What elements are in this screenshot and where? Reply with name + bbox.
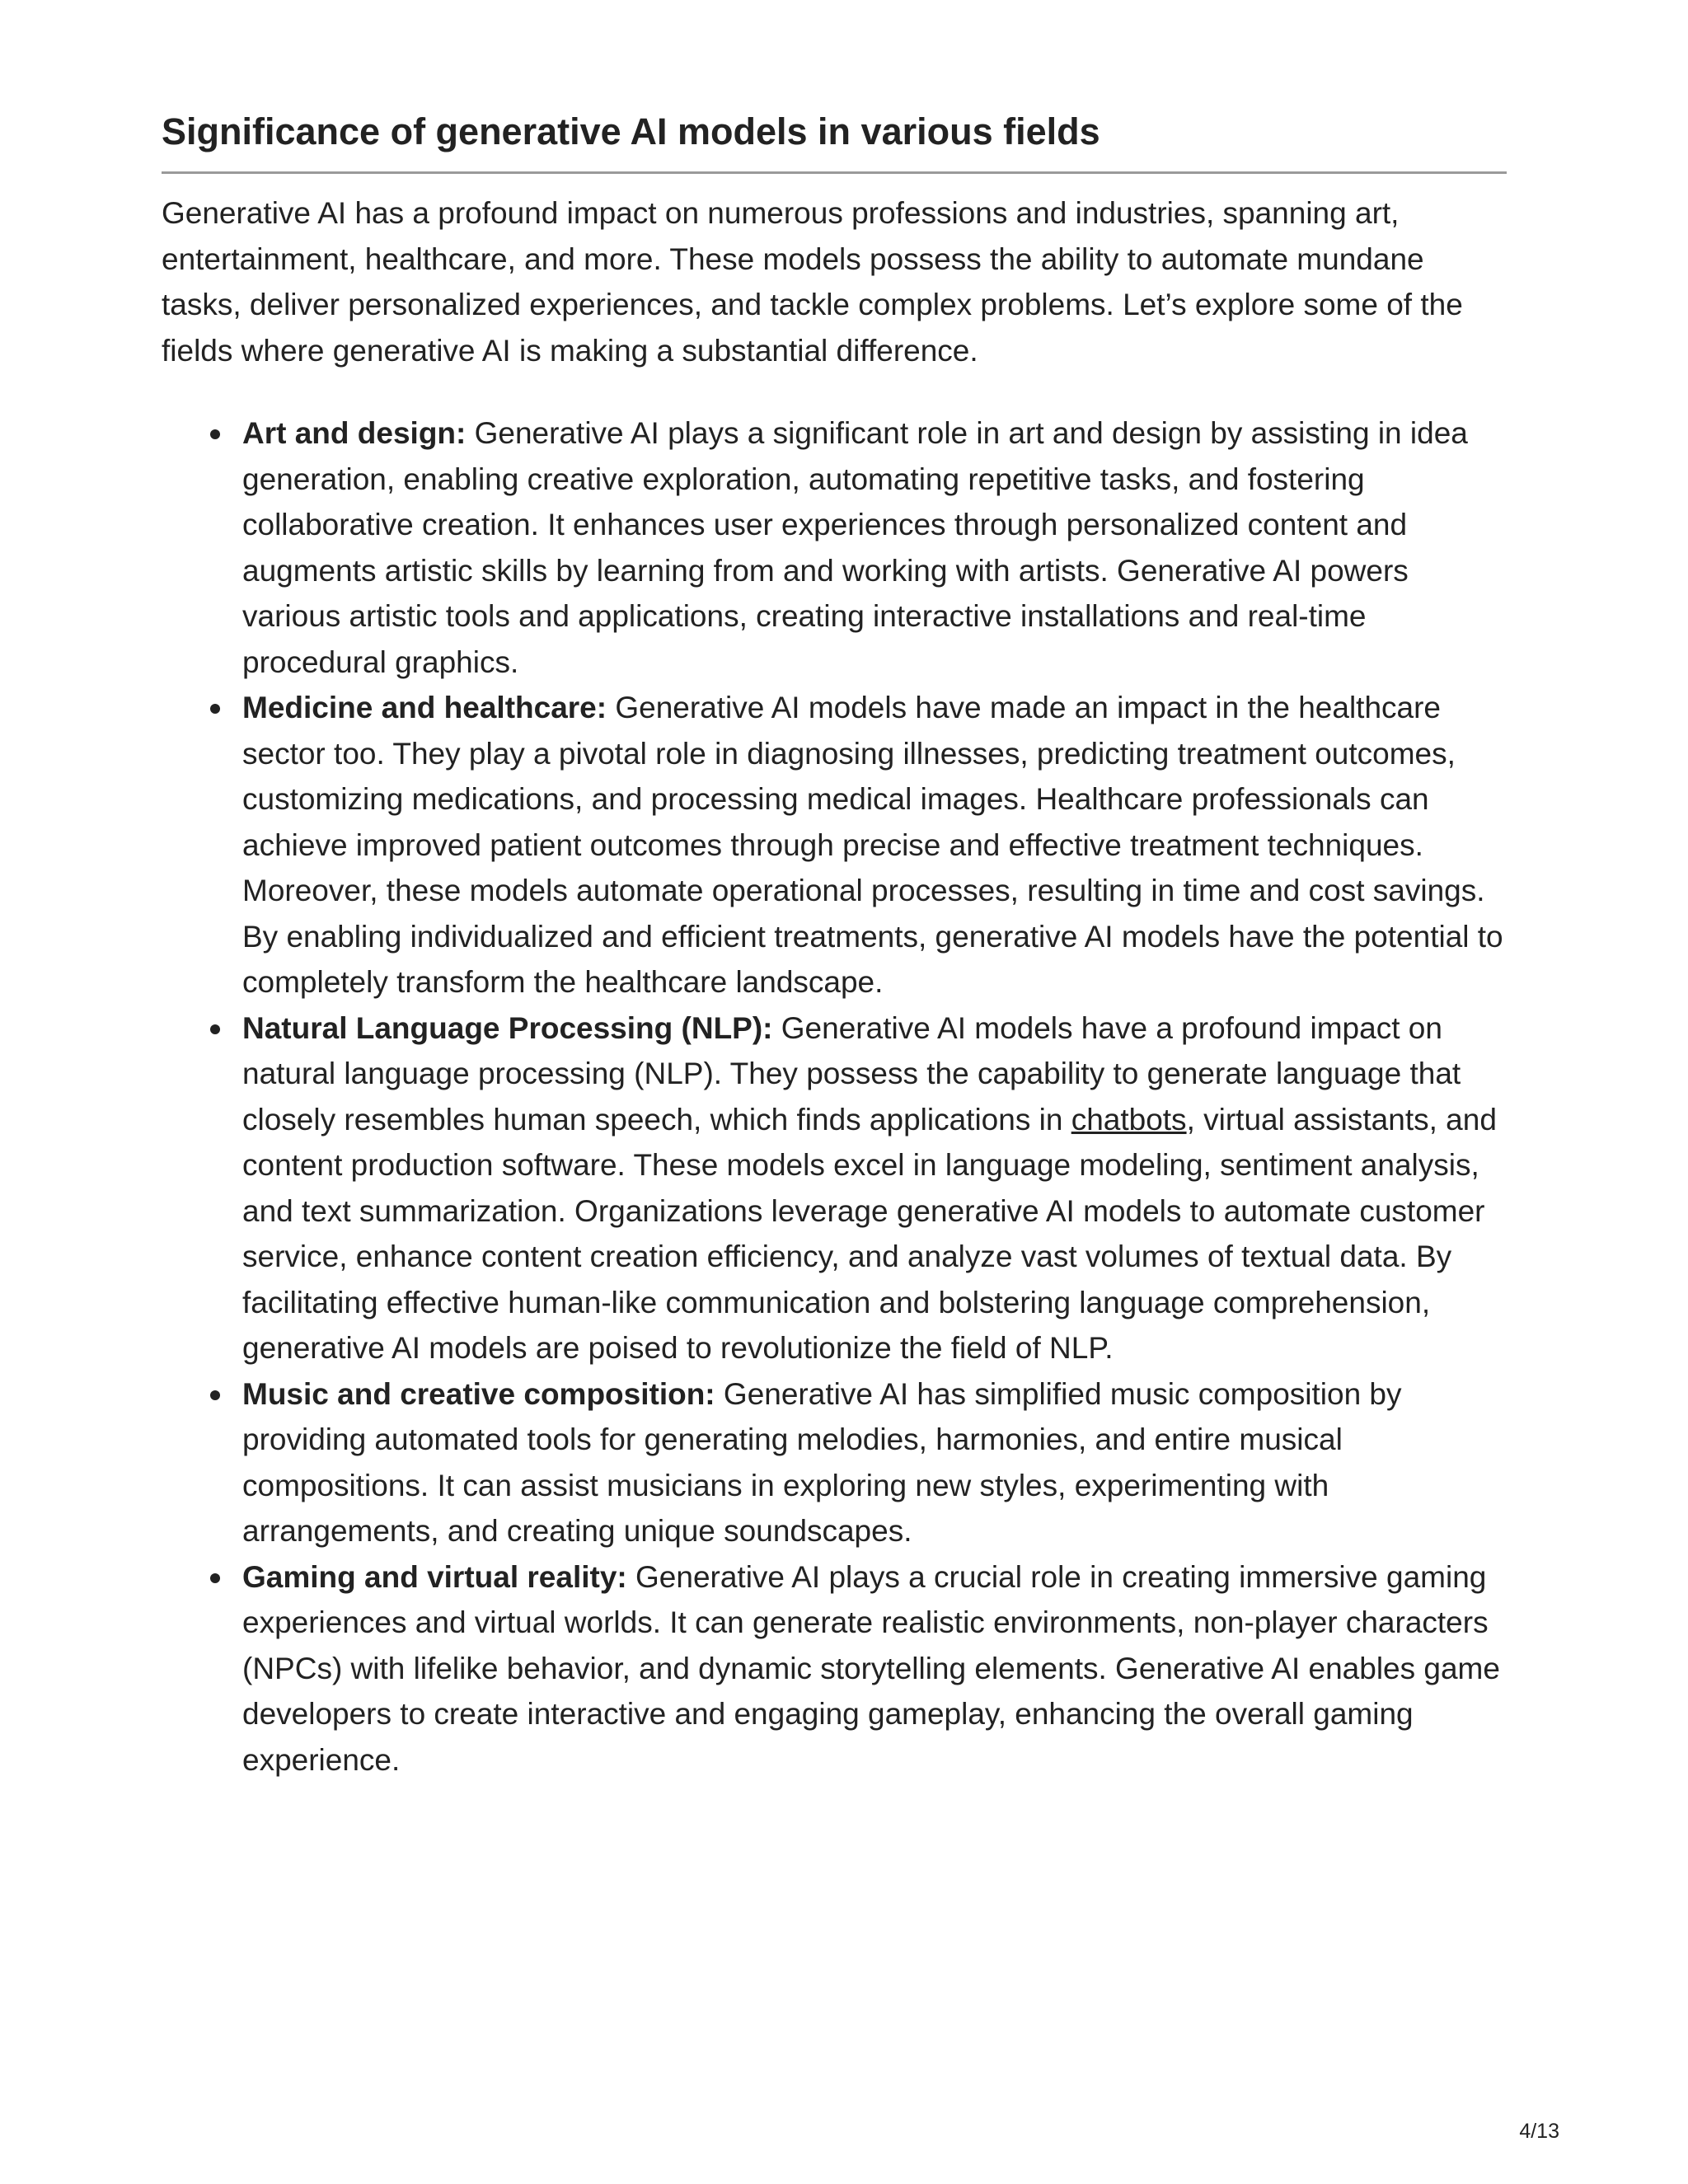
item-text: Generative AI models have a profound impact on natural language processing (NLP). They possess the capability to generate language that closely resembles human speech, which finds applications in — [242, 1010, 1461, 1137]
list-item-nlp — [162, 1005, 1507, 1371]
item-text: Generative AI models have made an impact in the healthcare sector too. They play a pivotal role in diagnosing illnesses, predicting treatment outcomes, customizing medications, and processing medical images. Healthcare professionals can achieve improved patient outcomes through precise and effective treatment techniques. Moreover, these models automate operational processes, resulting in time and cost savings. By enabling individualized and efficient treatments, generative AI models have the potential to completely transform the healthcare landscape. — [242, 691, 1503, 999]
item-text: , virtual assistants, and content production software. These models excel in language modeling, sentiment analysis, and text summarization. Organizations leverage generative AI models to automate customer service, enhance content creation efficiency, and analyze vast volumes of textual data. By facilitating effective human-like communication and bolstering language comprehension, generative AI models are poised to revolutionize the field of NLP. — [242, 1102, 1497, 1365]
item-term: Gaming and virtual reality: — [242, 1559, 627, 1594]
intro-paragraph: Generative AI has a profound impact on numerous professions and industries, spanning art, entertainment, healthcare, and more. These models possess the ability to automate mundane tasks, deliver personalized experiences, and tackle complex problems. Let’s explore some of the fields where generative AI is making a substantial difference. — [162, 196, 1463, 368]
item-term: Medicine and healthcare: — [242, 691, 607, 724]
document-page — [162, 109, 1507, 1783]
bullet-icon — [210, 1573, 220, 1583]
list-item-music-composition — [162, 1371, 1507, 1554]
bullet-icon — [210, 704, 220, 714]
item-term: Art and design: — [242, 416, 467, 450]
item-text: Generative AI has simplified music composition by providing automated tools for generating melodies, harmonies, and entire musical compositions. It can assist musicians in exploring new styles, experimenting with arrangements, and creating unique soundscapes. — [242, 1376, 1402, 1548]
section-heading: Significance of generative AI models in various fields — [162, 109, 1507, 174]
bullet-icon — [210, 429, 220, 439]
bullet-icon — [210, 1390, 220, 1400]
list-item-gaming-vr — [162, 1554, 1507, 1783]
list-item-art-design — [162, 410, 1507, 685]
list-item-medicine-healthcare — [162, 685, 1507, 1005]
page-number: 4/13 — [1519, 2120, 1559, 2143]
chatbots-link[interactable]: chatbots — [1071, 1102, 1187, 1137]
item-term: Natural Language Processing (NLP): — [242, 1010, 773, 1045]
bullet-icon — [210, 1024, 220, 1034]
item-text: Generative AI plays a crucial role in creating immersive gaming experiences and virtual worlds. It can generate realistic environments, non-player characters (NPCs) with lifelike behavior, and dynamic storytelling elements. Generative AI enables game developers to create interactive and engaging gameplay, enhancing the overall gaming experience. — [242, 1559, 1500, 1777]
item-term: Music and creative composition: — [242, 1376, 715, 1411]
fields-list — [162, 410, 1507, 1783]
item-text: Generative AI plays a significant role in art and design by assisting in idea generation, enabling creative exploration, automating repetitive tasks, and fostering collaborative creation. It enhances user experiences through personalized content and augments artistic skills by learning from and working with artists. Generative AI powers various artistic tools and applications, creating interactive installations and real-time procedural graphics. — [242, 416, 1468, 679]
